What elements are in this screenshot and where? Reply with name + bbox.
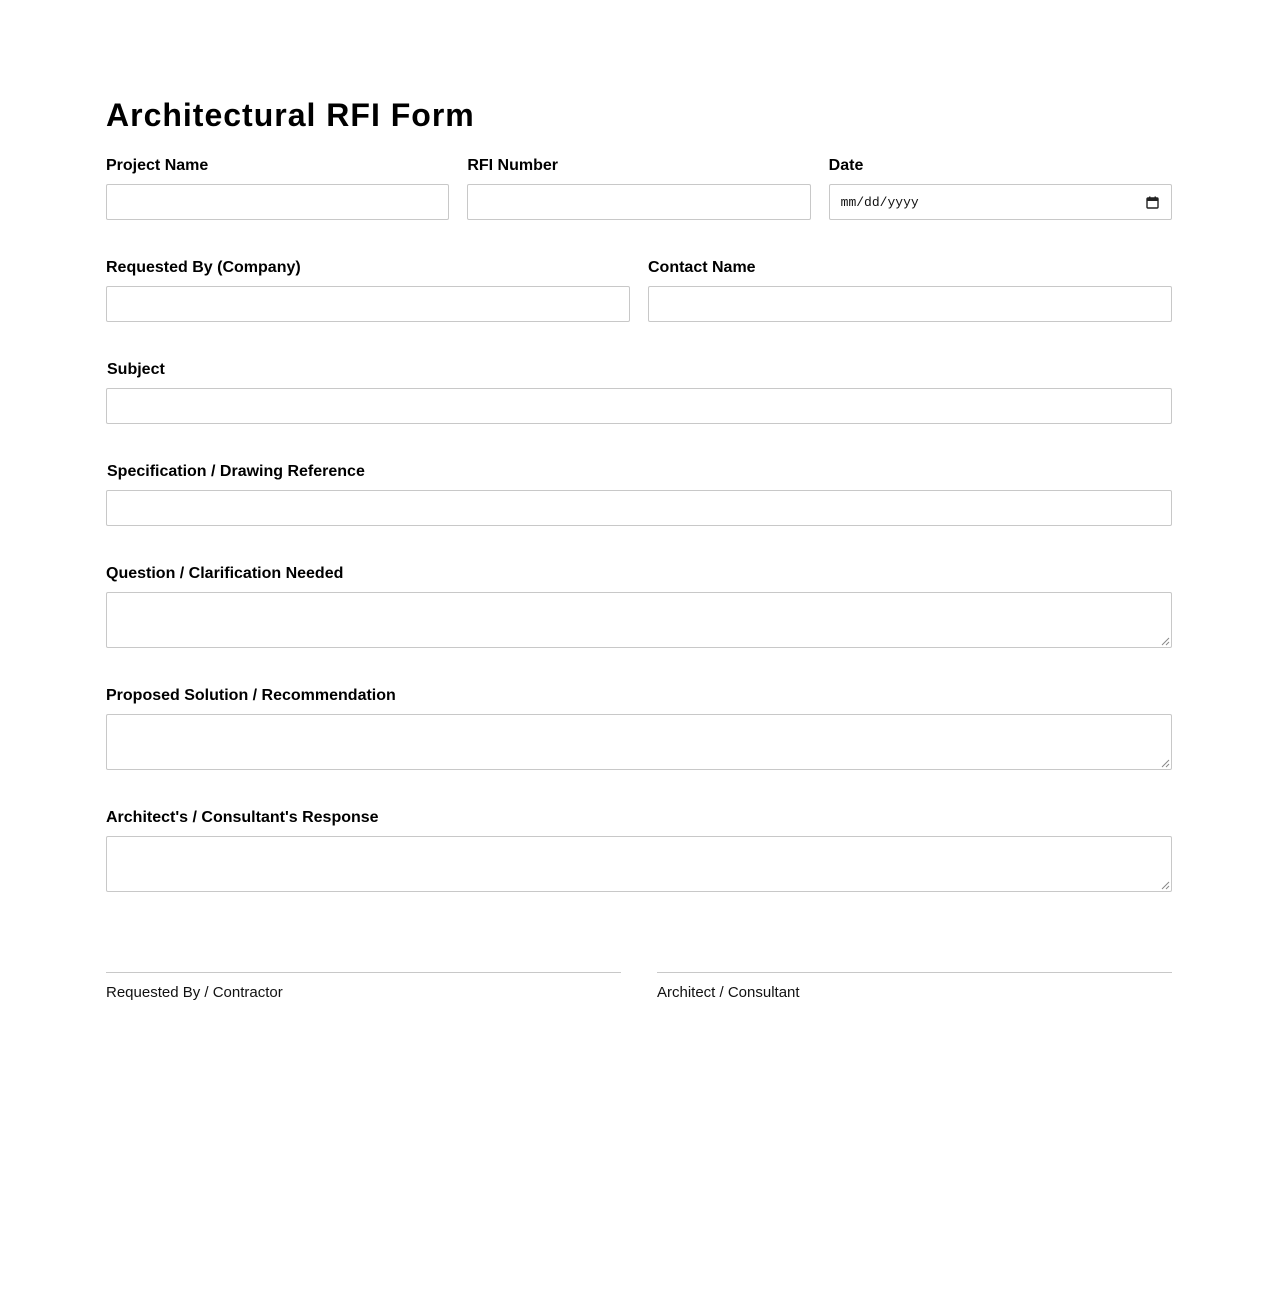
- proposed-solution-label: Proposed Solution / Recommendation: [106, 687, 396, 704]
- subject-input[interactable]: [106, 388, 1172, 424]
- rfi-number-field: [467, 157, 810, 220]
- requested-by-company-field: [106, 259, 630, 322]
- row-requester-info: [106, 259, 1172, 322]
- contact-name-label: Contact Name: [648, 259, 756, 276]
- date-placeholder: mm/dd/yyyy: [840, 194, 919, 210]
- rfi-number-input[interactable]: [467, 184, 810, 220]
- proposed-solution-field: [106, 687, 1172, 770]
- response-field: [106, 809, 1172, 892]
- row-spec-reference: [106, 463, 1172, 526]
- rfi-number-label: RFI Number: [467, 157, 558, 174]
- signature-section: [106, 972, 1172, 1002]
- project-name-input[interactable]: [106, 184, 449, 220]
- proposed-solution-textarea[interactable]: [106, 714, 1172, 770]
- project-name-field: [106, 157, 449, 220]
- date-input[interactable]: [829, 184, 1172, 220]
- row-question: [106, 565, 1172, 648]
- spec-reference-label: Specification / Drawing Reference: [107, 463, 365, 480]
- question-textarea[interactable]: [106, 592, 1172, 648]
- requested-by-company-input[interactable]: [106, 286, 630, 322]
- spec-reference-field: [106, 463, 1172, 526]
- project-name-label: Project Name: [106, 157, 209, 174]
- spec-reference-input[interactable]: [106, 490, 1172, 526]
- resize-grip-icon[interactable]: [1161, 881, 1170, 890]
- response-textarea[interactable]: [106, 836, 1172, 892]
- resize-grip-icon[interactable]: [1161, 637, 1170, 646]
- signature-contractor: Requested By / Contractor: [106, 972, 621, 1002]
- signature-architect: Architect / Consultant: [657, 972, 1172, 1002]
- question-field: [106, 565, 1172, 648]
- row-project-info: [106, 157, 1172, 220]
- subject-label: Subject: [107, 361, 165, 378]
- calendar-icon[interactable]: [1146, 196, 1159, 209]
- contact-name-input[interactable]: [648, 286, 1172, 322]
- question-label: Question / Clarification Needed: [106, 565, 344, 582]
- response-label: Architect's / Consultant's Response: [106, 809, 379, 826]
- contact-name-field: [648, 259, 1172, 322]
- row-proposed-solution: [106, 687, 1172, 770]
- requested-by-company-label: Requested By (Company): [106, 259, 301, 276]
- row-response: [106, 809, 1172, 892]
- date-field: [829, 157, 1172, 220]
- date-label: Date: [828, 157, 864, 174]
- subject-field: [106, 361, 1172, 424]
- resize-grip-icon[interactable]: [1161, 759, 1170, 768]
- row-subject: [106, 361, 1172, 424]
- page-title: Architectural RFI Form: [106, 97, 475, 133]
